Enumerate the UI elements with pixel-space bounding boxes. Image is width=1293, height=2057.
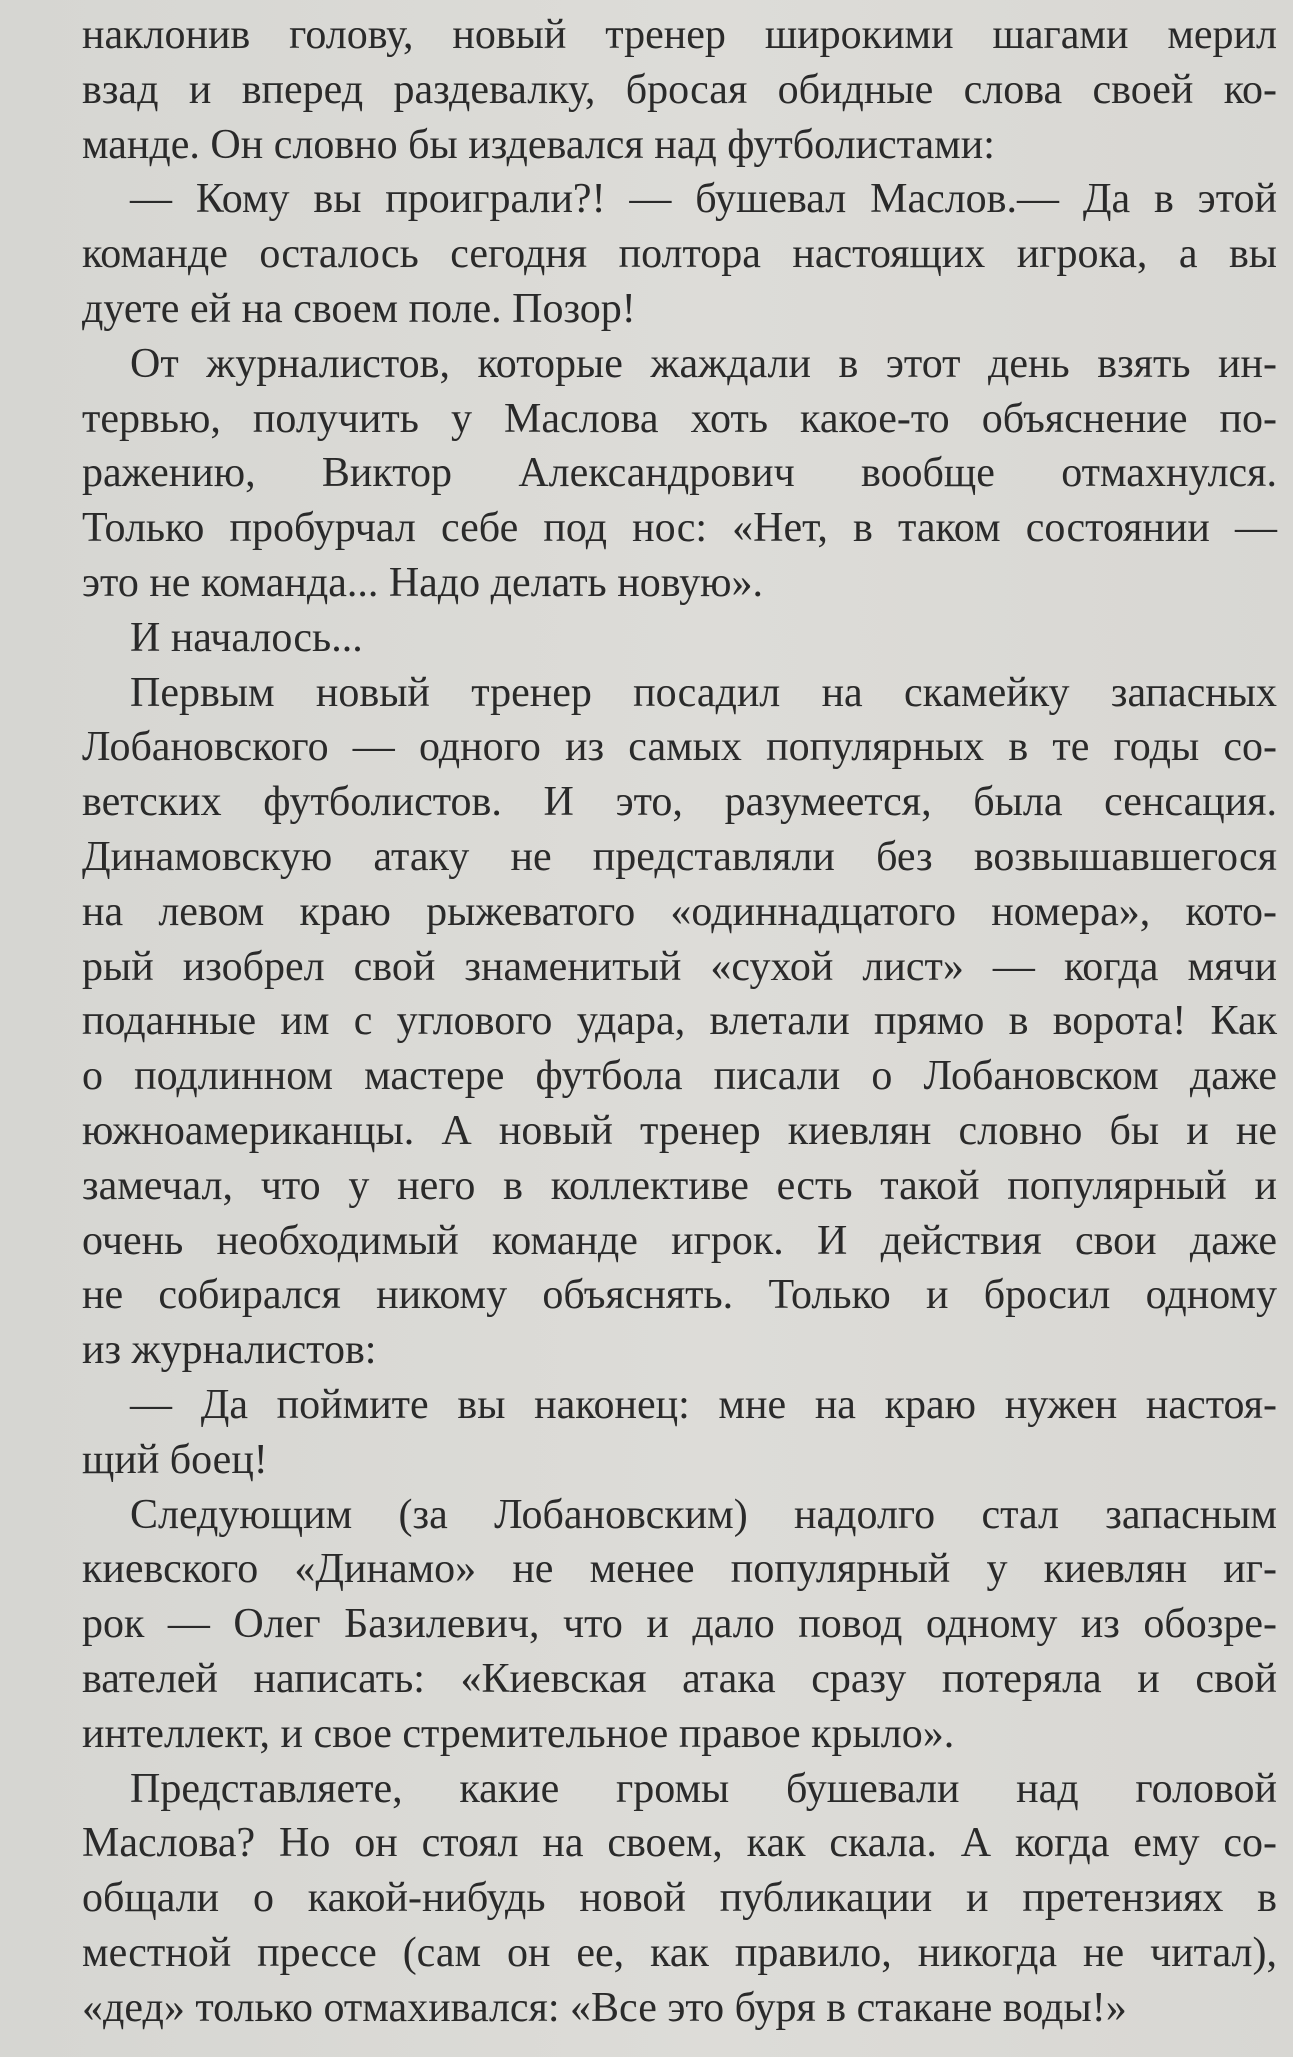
text-line: на левом краю рыжеватого «одиннадцатого номера», кото- xyxy=(82,888,1277,935)
text-line: Динамовскую атаку не представляли без возвышавшегося xyxy=(82,833,1277,880)
text-line: наклонив голову, новый тренер широкими шагами мерил xyxy=(82,12,1277,58)
text-line: команде осталось сегодня полтора настоящих игрока, а вы xyxy=(82,231,1277,278)
text-line: из журналистов: xyxy=(82,1327,377,1374)
text-line: Следующим (за Лобановским) надолго стал запасным xyxy=(130,1491,1277,1538)
paragraph xyxy=(82,1762,1277,2036)
text-line: южноамериканцы. А новый тренер киевлян словно бы и не xyxy=(82,1107,1277,1154)
text-line: взад и вперед раздевалку, бросая обидные слова своей ко- xyxy=(82,66,1277,113)
text-line: киевского «Динамо» не менее популярный у киевлян иг- xyxy=(82,1546,1277,1593)
paragraph xyxy=(82,172,1277,336)
text-line: не собирался никому объяснять. Только и бросил одному xyxy=(82,1272,1277,1319)
text-line: Только пробурчал себе под нос: «Нет, в таком состоянии — xyxy=(82,505,1277,552)
text-line: поданные им с углового удара, влетали прямо в ворота! Как xyxy=(82,998,1277,1045)
text-line: Представляете, какие громы бушевали над головой xyxy=(130,1765,1277,1812)
text-line: очень необходимый команде игрок. И действия свои даже xyxy=(82,1217,1277,1264)
paragraph xyxy=(82,611,1277,666)
text-line: От журналистов, которые жаждали в этот день взять ин- xyxy=(130,340,1277,387)
paragraph xyxy=(82,8,1277,172)
text-line: рок — Олег Базилевич, что и дало повод одному из обозре- xyxy=(82,1601,1277,1648)
text-line: щий боец! xyxy=(82,1436,268,1483)
text-line: Маслова? Но он стоял на своем, как скала. А когда ему со- xyxy=(82,1820,1277,1867)
page-body-text xyxy=(82,8,1277,2035)
paragraph xyxy=(82,666,1277,1378)
text-line: это не команда... Надо делать новую». xyxy=(82,559,763,606)
text-line: — Кому вы проиграли?! — бушевал Маслов.— Да в этой xyxy=(130,176,1277,223)
paragraph xyxy=(82,337,1277,611)
text-line: манде. Он словно бы издевался над футболистами: xyxy=(82,121,995,168)
text-line: замечал, что у него в коллективе есть такой популярный и xyxy=(82,1162,1277,1209)
text-line: И началось... xyxy=(130,614,363,661)
text-line: интеллект, и свое стремительное правое крыло». xyxy=(82,1710,955,1757)
text-line: ражению, Виктор Александрович вообще отмахнулся. xyxy=(82,450,1277,497)
text-line: вателей написать: «Киевская атака сразу потеряла и свой xyxy=(82,1655,1277,1702)
paragraph xyxy=(82,1378,1277,1488)
text-line: Лобановского — одного из самых популярных в те годы со- xyxy=(82,724,1277,771)
text-line: «дед» только отмахивался: «Все это буря в стакане воды!» xyxy=(82,1984,1127,2031)
text-line: рый изобрел свой знаменитый «сухой лист» — когда мячи xyxy=(82,943,1277,990)
text-line: Первым новый тренер посадил на скамейку запасных xyxy=(130,669,1277,716)
text-line: дуете ей на своем поле. Позор! xyxy=(82,285,636,332)
text-line: общали о какой-нибудь новой публикации и претензиях в xyxy=(82,1875,1277,1922)
text-line: местной прессе (сам он ее, как правило, никогда не читал), xyxy=(82,1929,1277,1976)
text-line: ветских футболистов. И это, разумеется, была сенсация. xyxy=(82,779,1277,826)
text-line: о подлинном мастере футбола писали о Лобановском даже xyxy=(82,1053,1277,1100)
paragraph xyxy=(82,1488,1277,1762)
text-line: тервью, получить у Маслова хоть какое-то объяснение по- xyxy=(82,395,1277,442)
text-line: — Да поймите вы наконец: мне на краю нужен настоя- xyxy=(130,1381,1277,1428)
